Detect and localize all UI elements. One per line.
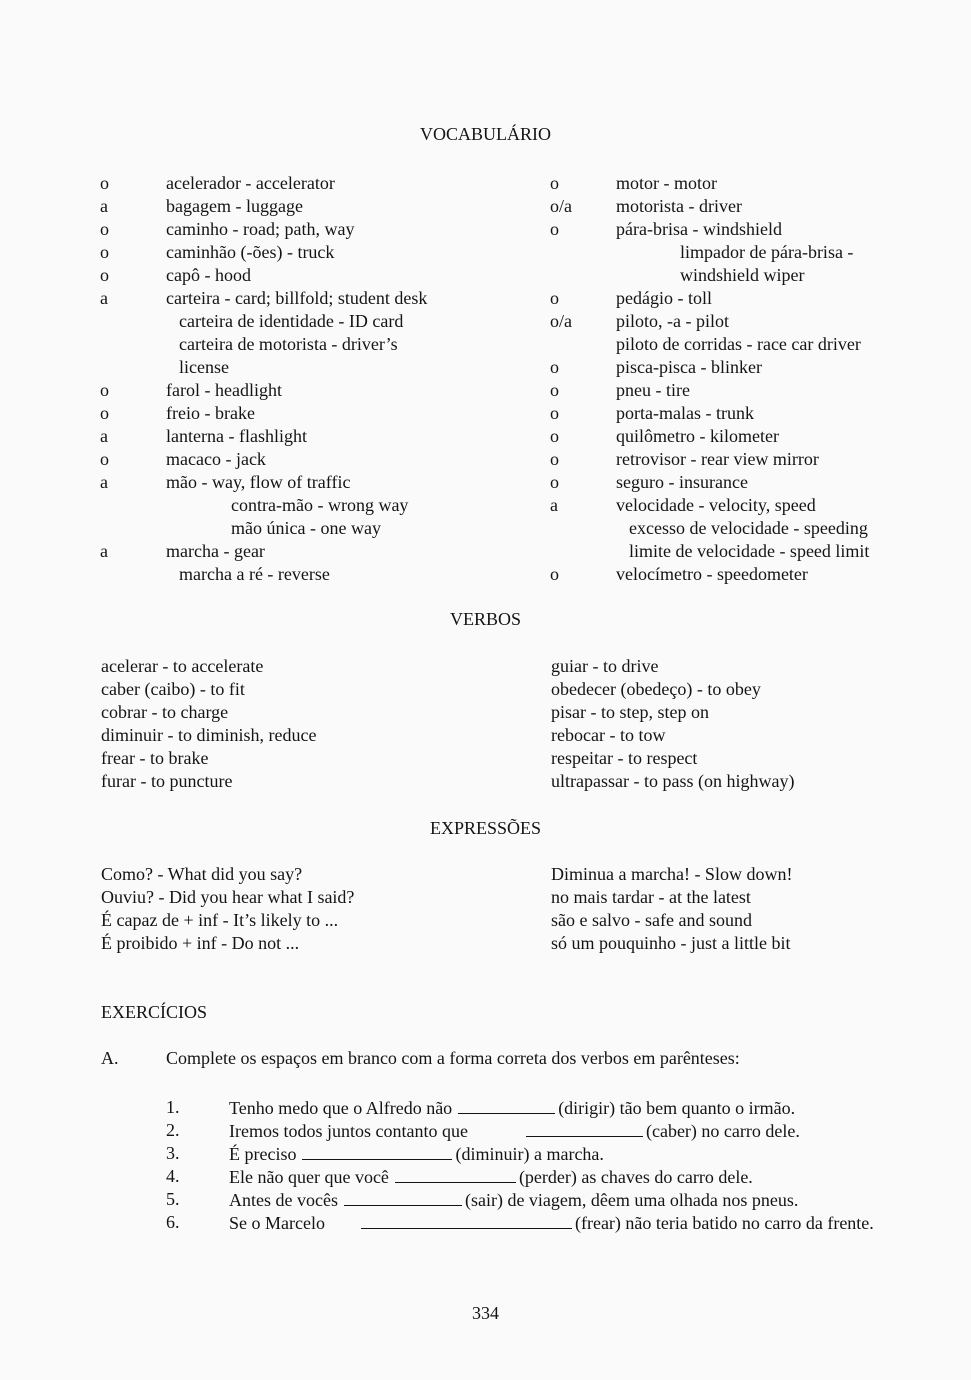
vocab-entry [550, 379, 930, 402]
vocab-entry [550, 264, 930, 287]
vocab-term: carteira de identidade - ID card [179, 311, 404, 331]
vocab-entry [550, 563, 930, 586]
vocab-term: contra-mão - wrong way [231, 495, 409, 515]
vocab-entry [550, 287, 930, 310]
article: o/a [550, 196, 572, 216]
vocab-term: quilômetro - kilometer [616, 426, 779, 446]
vocab-entry [550, 517, 930, 540]
verb-entry: acelerar - to accelerate [101, 656, 264, 676]
vocab-term: freio - brake [166, 403, 255, 423]
vocab-term: pedágio - toll [616, 288, 712, 308]
verb-entry: ultrapassar - to pass (on highway) [551, 771, 795, 791]
verb-entry: respeitar - to respect [551, 748, 698, 768]
verbs-right-column [551, 655, 931, 793]
article: a [100, 426, 108, 446]
expression-entry: são e salvo - safe and sound [551, 910, 752, 930]
expression-entry: só um pouquinho - just a little bit [551, 933, 791, 953]
vocab-term: motorista - driver [616, 196, 742, 216]
sentence-start: Se o Marcelo [229, 1213, 325, 1233]
item-number: 2. [166, 1120, 180, 1140]
vocab-entry [100, 471, 520, 494]
article: o [100, 380, 109, 400]
exercise-a-items [166, 1096, 926, 1234]
vocab-right-column [550, 172, 930, 586]
verb-entry: cobrar - to charge [101, 702, 229, 722]
vocab-term: carteira - card; billfold; student desk [166, 288, 428, 308]
answer-blank[interactable] [302, 1142, 452, 1160]
expression-entry: Diminua a marcha! - Slow down! [551, 864, 793, 884]
vocab-term: mão única - one way [231, 518, 381, 538]
vocab-entry [100, 356, 520, 379]
vocab-term: velocidade - velocity, speed [616, 495, 816, 515]
vocab-entry [550, 356, 930, 379]
vocab-entry [550, 402, 930, 425]
vocab-term: piloto de corridas - race car driver [616, 334, 861, 354]
sentence-start: Antes de vocês [229, 1190, 338, 1210]
answer-blank[interactable] [395, 1165, 516, 1183]
vocab-entry [550, 448, 930, 471]
article: o [100, 403, 109, 423]
item-number: 4. [166, 1166, 180, 1186]
answer-blank[interactable] [344, 1188, 462, 1206]
sentence-start: É preciso [229, 1144, 297, 1164]
vocab-entry [100, 195, 520, 218]
vocab-entry [100, 287, 520, 310]
vocab-term: license [179, 357, 229, 377]
exercicios-heading: EXERCÍCIOS [101, 1002, 208, 1022]
sentence-end: (dirigir) tão bem quanto o irmão. [558, 1098, 796, 1118]
verb-entry: rebocar - to tow [551, 725, 666, 745]
vocab-entry [550, 218, 930, 241]
vocab-entry [100, 563, 520, 586]
article: o [550, 403, 559, 423]
vocab-entry [100, 310, 520, 333]
vocab-entry [550, 195, 930, 218]
vocab-term: limpador de pára-brisa - [680, 242, 854, 262]
vocab-entry [100, 333, 520, 356]
verb-entry: frear - to brake [101, 748, 209, 768]
vocab-term: caminhão (-ões) - truck [166, 242, 335, 262]
vocab-term: motor - motor [616, 173, 717, 193]
sentence-end: (sair) de viagem, dêem uma olhada nos pneus. [464, 1190, 799, 1210]
article: o [550, 288, 559, 308]
vocab-term: retrovisor - rear view mirror [616, 449, 819, 469]
expression-entry: Como? - What did you say? [101, 864, 303, 884]
exercise-a-label: A. [101, 1048, 119, 1068]
vocabulario-heading: VOCABULÁRIO [419, 124, 551, 144]
vocab-term: windshield wiper [680, 265, 805, 285]
expressions-left-column [101, 863, 521, 955]
answer-blank[interactable] [361, 1211, 572, 1229]
sentence-start: Tenho medo que o Alfredo não [229, 1098, 453, 1118]
vocab-entry [550, 333, 930, 356]
item-sentence [229, 1096, 795, 1120]
vocab-term: seguro - insurance [616, 472, 748, 492]
vocab-term: marcha a ré - reverse [179, 564, 330, 584]
article: o [550, 173, 559, 193]
item-sentence [229, 1188, 798, 1212]
verb-entry: pisar - to step, step on [551, 702, 709, 722]
item-number: 1. [166, 1097, 180, 1117]
vocab-entry [550, 471, 930, 494]
vocab-term: pneu - tire [616, 380, 690, 400]
article: a [100, 196, 108, 216]
verb-entry: guiar - to drive [551, 656, 659, 676]
vocab-entry [100, 540, 520, 563]
item-sentence [229, 1142, 604, 1166]
article: o [550, 564, 559, 584]
answer-blank[interactable] [458, 1096, 555, 1114]
page-number: 334 [472, 1303, 499, 1323]
article: o [550, 472, 559, 492]
vocab-entry [100, 494, 520, 517]
item-number: 5. [166, 1189, 180, 1209]
vocab-left-column [100, 172, 520, 586]
exercise-item [166, 1142, 926, 1165]
vocab-term: carteira de motorista - driver’s [179, 334, 398, 354]
vocab-entry [100, 172, 520, 195]
vocab-entry [100, 241, 520, 264]
vocab-term: capô - hood [166, 265, 251, 285]
expressoes-heading: EXPRESSÕES [429, 818, 542, 838]
item-number: 3. [166, 1143, 180, 1163]
article: o [100, 219, 109, 239]
vocab-entry [100, 379, 520, 402]
sentence-end: (diminuir) a marcha. [455, 1144, 604, 1164]
sentence-start: Iremos todos juntos contanto que [229, 1121, 468, 1141]
vocab-term: porta-malas - trunk [616, 403, 754, 423]
item-sentence [229, 1211, 874, 1235]
exercise-item [166, 1119, 926, 1142]
verb-entry: caber (caibo) - to fit [101, 679, 245, 699]
vocab-term: pára-brisa - windshield [616, 219, 782, 239]
article: o [100, 173, 109, 193]
vocab-term: lanterna - flashlight [166, 426, 307, 446]
sentence-end: (caber) no carro dele. [645, 1121, 800, 1141]
vocab-term: mão - way, flow of traffic [166, 472, 351, 492]
verb-entry: furar - to puncture [101, 771, 233, 791]
expressions-right-column [551, 863, 931, 955]
article: o/a [550, 311, 572, 331]
vocab-term: excesso de velocidade - speeding [629, 518, 868, 538]
exercise-a-instruction: Complete os espaços em branco com a forma correta dos verbos em parênteses: [166, 1048, 740, 1068]
verb-entry: obedecer (obedeço) - to obey [551, 679, 761, 699]
vocab-term: marcha - gear [166, 541, 265, 561]
sentence-end: (perder) as chaves do carro dele. [518, 1167, 753, 1187]
article: o [100, 449, 109, 469]
vocab-term: caminho - road; path, way [166, 219, 355, 239]
article: o [550, 219, 559, 239]
article: a [100, 472, 108, 492]
item-sentence [229, 1119, 800, 1143]
item-number: 6. [166, 1212, 180, 1232]
expression-entry: Ouviu? - Did you hear what I said? [101, 887, 355, 907]
vocab-term: limite de velocidade - speed limit [629, 541, 870, 561]
sentence-end: (frear) não teria batido no carro da frente. [574, 1213, 874, 1233]
exercise-item [166, 1211, 926, 1234]
article: a [100, 288, 108, 308]
verbos-heading: VERBOS [449, 609, 521, 629]
vocab-entry [100, 517, 520, 540]
vocab-entry [550, 310, 930, 333]
item-sentence [229, 1165, 753, 1189]
vocab-term: bagagem - luggage [166, 196, 303, 216]
sentence-start: Ele não quer que você [229, 1167, 389, 1187]
vocab-term: acelerador - accelerator [166, 173, 335, 193]
exercise-item [166, 1165, 926, 1188]
vocab-term: macaco - jack [166, 449, 266, 469]
article: o [550, 426, 559, 446]
exercise-item [166, 1096, 926, 1119]
vocab-entry [550, 172, 930, 195]
vocab-entry [550, 425, 930, 448]
vocab-entry [550, 241, 930, 264]
expression-entry: É proibido + inf - Do not ... [101, 933, 300, 953]
answer-blank[interactable] [526, 1119, 643, 1137]
article: o [100, 265, 109, 285]
vocab-term: farol - headlight [166, 380, 282, 400]
article: o [550, 449, 559, 469]
verbs-left-column [101, 655, 521, 793]
expression-entry: É capaz de + inf - It’s likely to ... [101, 910, 339, 930]
article: o [550, 357, 559, 377]
vocab-entry [100, 448, 520, 471]
article: a [550, 495, 558, 515]
vocab-entry [100, 264, 520, 287]
exercise-item [166, 1188, 926, 1211]
vocab-term: piloto, -a - pilot [616, 311, 729, 331]
article: o [100, 242, 109, 262]
vocab-entry [100, 425, 520, 448]
article: o [550, 380, 559, 400]
vocab-entry [550, 494, 930, 517]
article: a [100, 541, 108, 561]
vocab-entry [100, 402, 520, 425]
vocab-entry [100, 218, 520, 241]
vocab-entry [550, 540, 930, 563]
vocab-term: pisca-pisca - blinker [616, 357, 762, 377]
verb-entry: diminuir - to diminish, reduce [101, 725, 317, 745]
vocab-term: velocímetro - speedometer [616, 564, 808, 584]
expression-entry: no mais tardar - at the latest [551, 887, 751, 907]
